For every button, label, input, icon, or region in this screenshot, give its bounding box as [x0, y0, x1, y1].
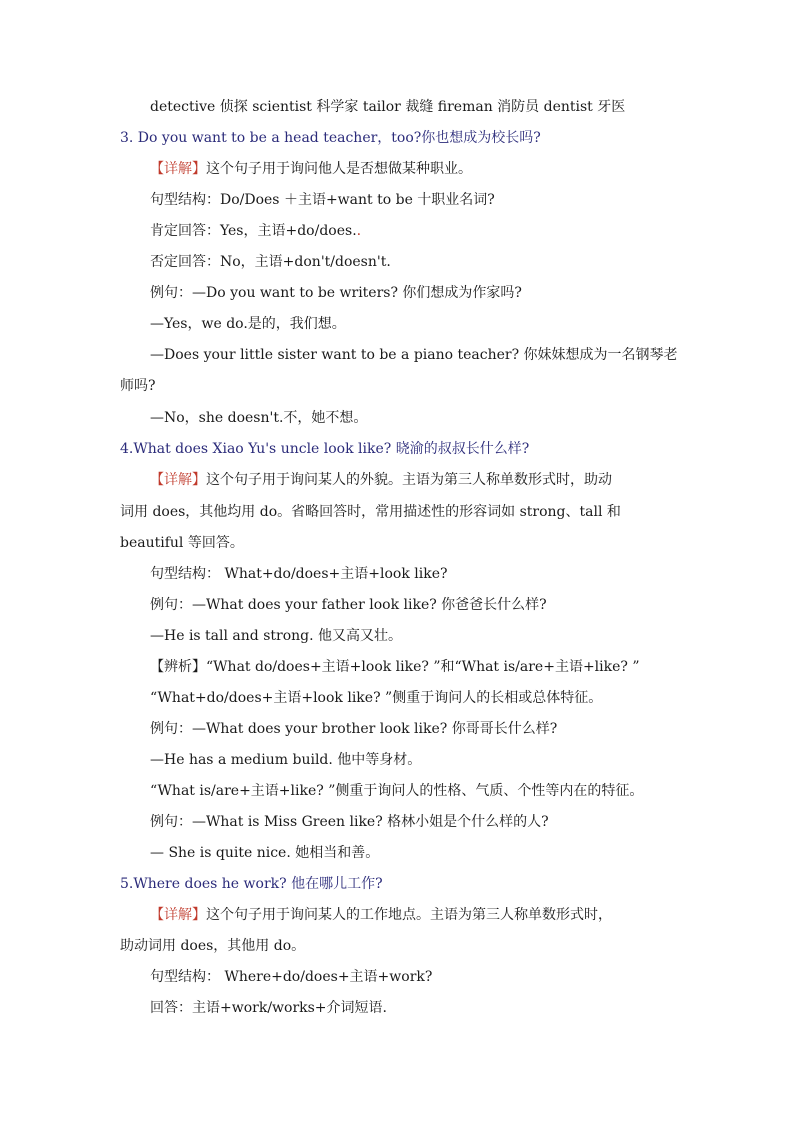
example-line: 例句：—What does your father look like? 你爸爸长什么样?: [150, 597, 547, 613]
vocab-line: detective 侦探 scientist 科学家 tailor 裁缝 fireman 消防员 dentist 牙医: [150, 99, 626, 115]
analysis-line: 【辨析】“What do/does+主语+look like? ”和“What is/are+主语+like? ”: [150, 659, 640, 675]
explanation-text: 这个句子用于询问某人的外貌。主语为第三人称单数形式时，助动: [206, 472, 612, 488]
example-line: —He has a medium build. 他中等身材。: [150, 752, 422, 768]
explanation-text: 这个句子用于询问他人是否想做某种职业。: [206, 161, 472, 177]
section-heading-3: 3. Do you want to be a head teacher，too?你也想成为校长吗?: [120, 130, 541, 146]
explanation-continued: beautiful 等回答。: [120, 535, 244, 551]
negative-answer: 否定回答：No，主语+don't/doesn't.: [150, 254, 391, 270]
example-line: 例句：—Do you want to be writers? 你们想成为作家吗?: [150, 285, 522, 301]
sentence-structure: 句型结构： What+do/does+主语+look like?: [150, 566, 448, 582]
example-line: 例句：—What does your brother look like? 你哥哥长什么样?: [150, 721, 558, 737]
explanation-line: [150, 470, 612, 490]
example-line: —He is tall and strong. 他又高又壮。: [150, 628, 403, 644]
answer-line: 回答：主语+work/works+介词短语.: [150, 1000, 387, 1016]
example-line: 例句：—What is Miss Green like? 格林小姐是个什么样的人?: [150, 814, 549, 830]
example-line: —Yes，we do.是的，我们想。: [150, 316, 346, 332]
analysis-line: “What is/are+主语+like? ”侧重于询问人的性格、气质、个性等内在的特征。: [150, 783, 644, 799]
section-heading-5: 5.Where does he work? 他在哪儿工作?: [120, 876, 383, 892]
explanation-label: 【详解】: [150, 907, 206, 923]
explanation-label: 【详解】: [150, 161, 206, 177]
explanation-line: [150, 905, 612, 925]
example-line: —Does your little sister want to be a piano teacher? 你妹妹想成为一名钢琴老: [150, 347, 678, 363]
example-line: — She is quite nice. 她相当和善。: [150, 845, 380, 861]
explanation-continued: 词用 does，其他均用 do。省略回答时，常用描述性的形容词如 strong、tall 和: [120, 504, 621, 520]
sentence-structure: 句型结构： Where+do/does+主语+work?: [150, 969, 433, 985]
positive-answer: [150, 221, 361, 241]
analysis-line: “What+do/does+主语+look like? ”侧重于询问人的长相或总体特征。: [150, 690, 603, 706]
example-line: —No，she doesn't.不，她不想。: [150, 410, 368, 426]
positive-answer-dot: .: [356, 223, 362, 239]
explanation-text: 这个句子用于询问某人的工作地点。主语为第三人称单数形式时，: [206, 907, 612, 923]
positive-answer-text: 肯定回答：Yes，主语+do/does.: [150, 223, 357, 239]
sentence-structure: 句型结构：Do/Does ＋主语+want to be 十职业名词?: [150, 192, 495, 208]
example-line-continued: 师吗?: [120, 378, 156, 394]
explanation-line: [150, 159, 472, 179]
explanation-label: 【详解】: [150, 472, 206, 488]
explanation-continued: 助动词用 does，其他用 do。: [120, 938, 306, 954]
section-heading-4: 4.What does Xiao Yu's uncle look like? 晓渝的叔叔长什么样?: [120, 441, 530, 457]
